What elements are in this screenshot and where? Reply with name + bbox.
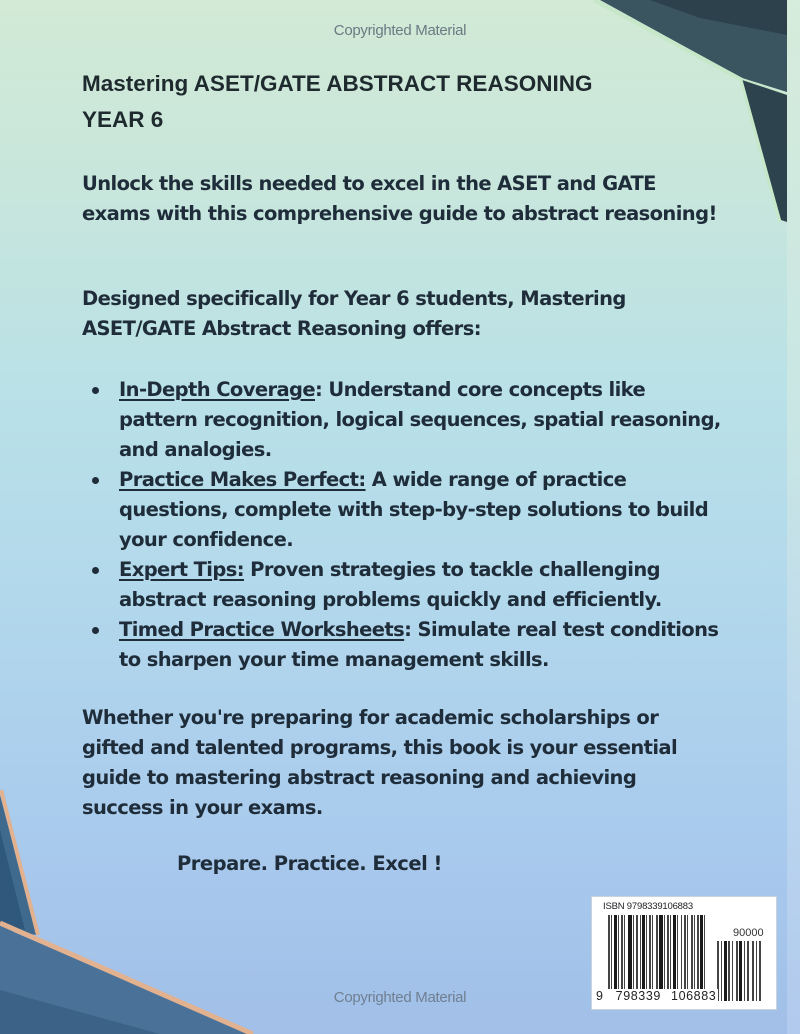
closing-paragraph: Whether you're preparing for academic scholarships or gifted and talented programs, this book is your essential guide to mastering abstract reasoning and achieving success in your exams.	[82, 706, 678, 819]
book-title	[82, 66, 702, 138]
feature-text: Proven strategies to tackle challenging abstract reasoning problems quickly and efficiently.	[119, 558, 662, 611]
bullet-icon	[92, 477, 99, 484]
feature-text: Understand core concepts like pattern recognition, logical sequences, spatial reasoning, and analogies.	[119, 378, 721, 461]
bullet-icon	[92, 387, 99, 394]
barcode-digits: 9 798339 106883	[596, 989, 717, 1003]
feature-item: Timed Practice Worksheets: Simulate real test conditions to sharpen your time management skills.	[88, 615, 728, 675]
feature-heading: Expert Tips:	[119, 558, 244, 581]
copyright-watermark-bottom: Copyrighted Material	[333, 989, 467, 1006]
barcode-bars	[608, 915, 716, 991]
intro-paragraph: Unlock the skills needed to excel in the ASET and GATE exams with this comprehensive guide to abstract reasoning!	[82, 172, 717, 225]
title-line-1: Mastering ASET/GATE ABSTRACT REASONING	[82, 71, 593, 96]
slate-shape-right	[742, 80, 787, 222]
feature-text: A wide range of practice questions, complete with step-by-step solutions to build your confidence.	[119, 468, 709, 551]
title-line-2: YEAR 6	[82, 107, 164, 132]
tagline: Prepare. Practice. Excel !	[177, 852, 442, 875]
isbn-label: ISBN 9798339106883	[603, 901, 693, 912]
feature-item	[88, 555, 728, 615]
feature-text: Simulate real test conditions to sharpen your time management skills.	[119, 618, 719, 671]
feature-heading: Timed Practice Worksheets	[119, 618, 405, 641]
feature-heading: Practice Makes Perfect:	[119, 468, 366, 491]
bullet-icon	[92, 627, 99, 634]
copyright-watermark-top: Copyrighted Material	[333, 22, 467, 39]
feature-heading: In-Depth Coverage	[119, 378, 315, 401]
offers-lead-paragraph: Designed specifically for Year 6 students, Mastering ASET/GATE Abstract Reasoning offers:	[82, 287, 626, 340]
feature-list	[88, 375, 728, 675]
feature-item	[88, 465, 728, 555]
barcode-addon-number: 90000	[733, 927, 764, 939]
bullet-icon	[92, 567, 99, 574]
feature-item: In-Depth Coverage: Understand core concepts like pattern recognition, logical sequences, spatial reasoning, and analogies.	[88, 375, 728, 465]
